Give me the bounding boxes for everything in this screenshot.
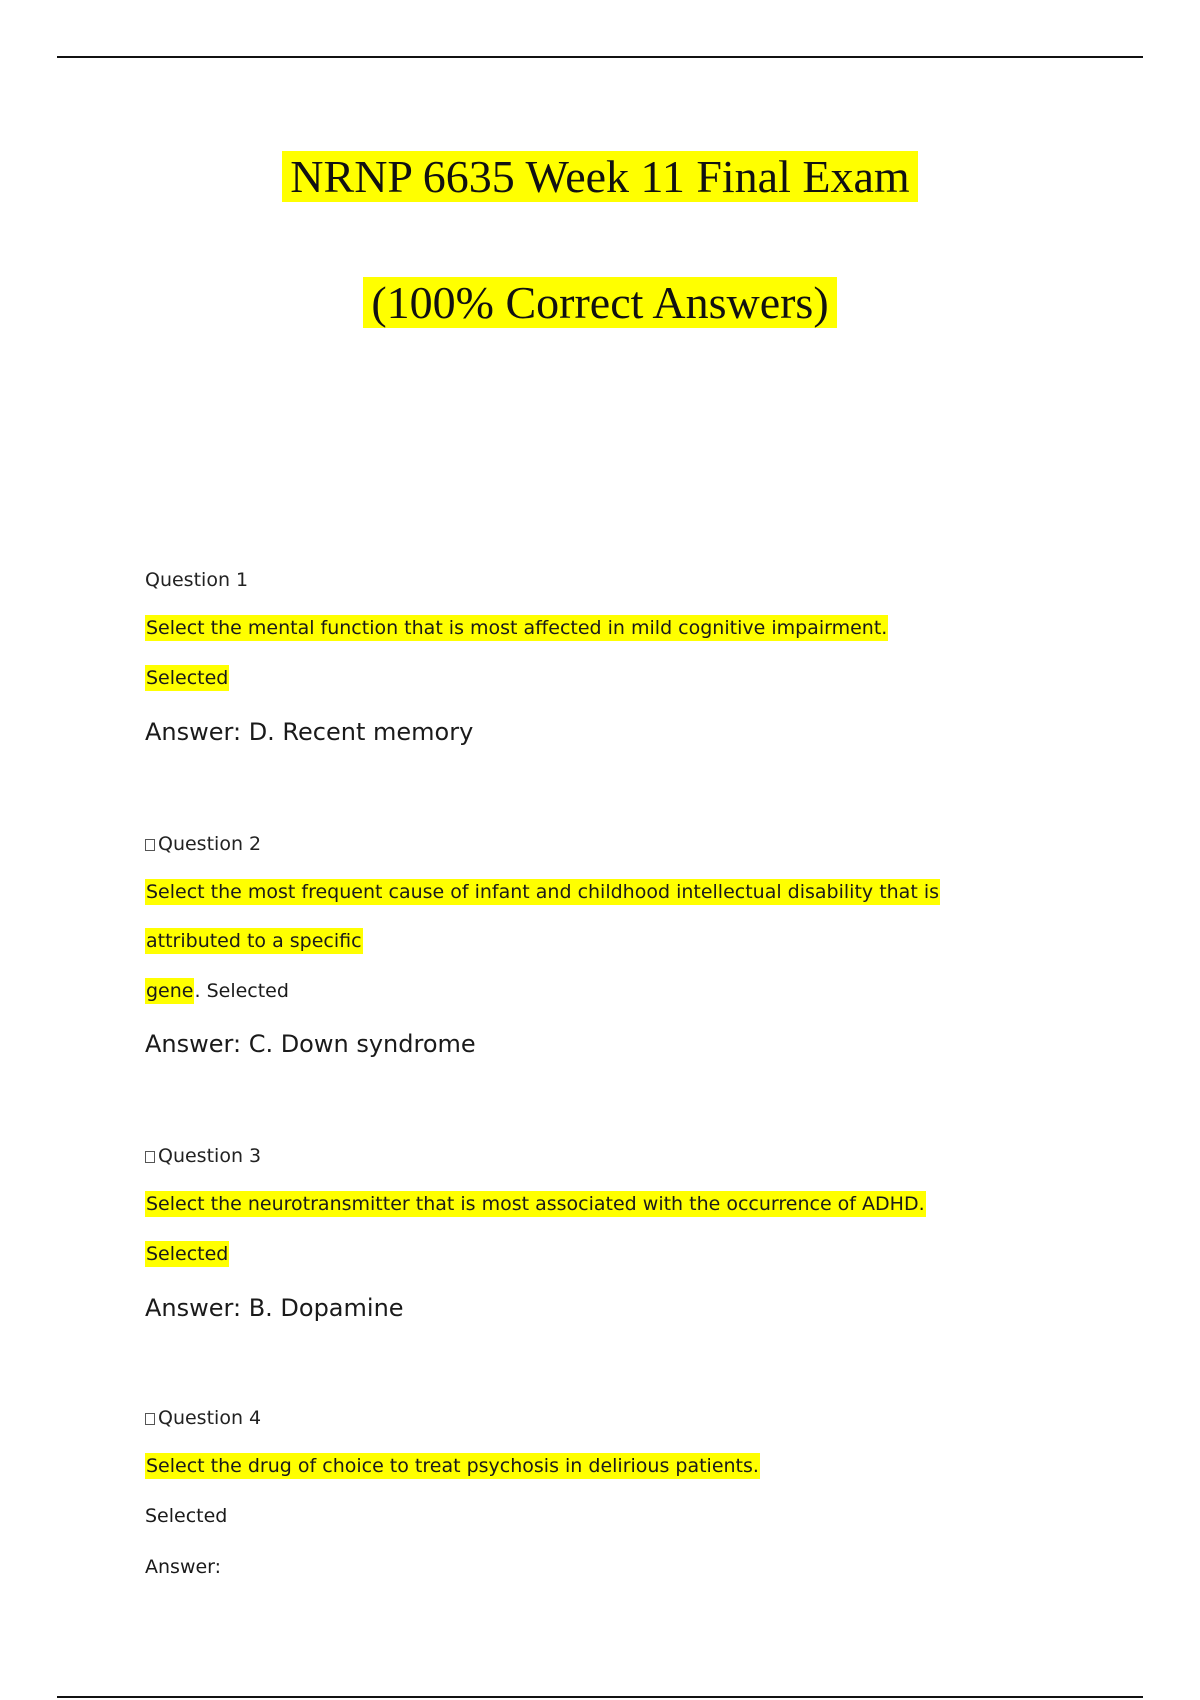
selected-label (145, 665, 229, 691)
question-text-line: Select the drug of choice to treat psychosis in delirious patients. (146, 1455, 759, 1477)
answer-text: Answer: (145, 1556, 222, 1578)
selected-text: Selected (146, 1243, 229, 1265)
question-label-text: Question 3 (158, 1145, 262, 1167)
missing-glyph-box-icon (145, 1413, 155, 1425)
document-subtitle-text: (100% Correct Answers) (363, 277, 836, 328)
question-text-line: Select the neurotransmitter that is most associated with the occurrence of ADHD. (146, 1193, 925, 1215)
document-title-line-1 (0, 147, 1200, 207)
selected-text: Selected (146, 667, 229, 689)
question-label: Question 1 (145, 569, 249, 591)
missing-glyph-box-icon (145, 1151, 155, 1163)
question-text (145, 1191, 926, 1217)
answer-text: Answer: D. Recent memory (145, 718, 474, 746)
question-text-line: Select the most frequent cause of infant and childhood intellectual disability that is (146, 881, 939, 903)
question-text (145, 1453, 760, 1479)
answer-text: Answer: B. Dopamine (145, 1294, 404, 1322)
selected-label (145, 1241, 229, 1267)
question-text (145, 928, 363, 954)
question-label-text: Question 2 (158, 833, 262, 855)
selected-label: Selected (145, 1505, 228, 1527)
question-text (145, 615, 888, 641)
document-title-line-2 (0, 273, 1200, 333)
question-text-highlighted-word: gene (146, 980, 194, 1002)
selected-text: . Selected (194, 980, 289, 1002)
question-label-text: Question 4 (158, 1407, 262, 1429)
question-label (145, 1406, 261, 1430)
question-label (145, 1144, 261, 1168)
question-text-tail (145, 978, 289, 1004)
header-rule (57, 56, 1143, 58)
question-text (145, 879, 940, 905)
answer-text: Answer: C. Down syndrome (145, 1030, 476, 1058)
missing-glyph-box-icon (145, 839, 155, 851)
footer-rule (57, 1696, 1143, 1698)
question-text-line: attributed to a specific (146, 930, 362, 952)
question-text-line: Select the mental function that is most affected in mild cognitive impairment. (146, 617, 888, 639)
document-title-text: NRNP 6635 Week 11 Final Exam (282, 151, 917, 202)
question-label (145, 832, 261, 856)
